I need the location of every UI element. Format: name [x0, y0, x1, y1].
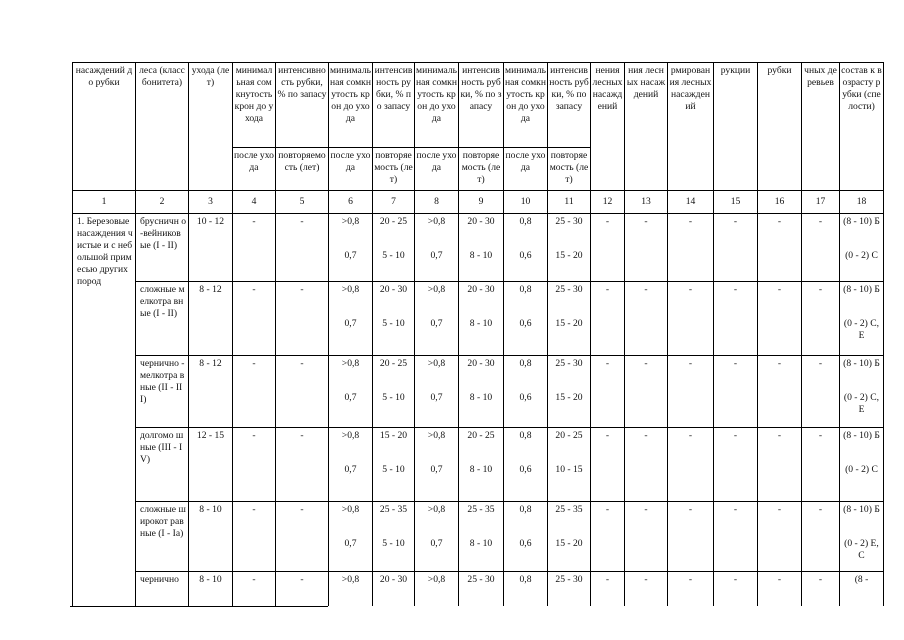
value-cell: - [276, 214, 329, 282]
value-secondary: 0,6 [519, 318, 532, 329]
intensity-cell [548, 428, 591, 502]
value-cell: - [714, 428, 758, 502]
value-cell: - [802, 502, 840, 572]
intensity-cell [459, 428, 504, 502]
value-primary: 20 - 30 [379, 574, 408, 585]
subheader-cell: после ухода [329, 148, 373, 191]
value-cell: - [668, 282, 714, 356]
value-secondary: 10 - 15 [555, 464, 583, 475]
density-cell [415, 572, 459, 611]
value-cell: - [625, 428, 668, 502]
value-cell: - [233, 356, 276, 428]
value-cell: - [802, 282, 840, 356]
value-cell: - [714, 356, 758, 428]
value-secondary: 0,6 [519, 464, 532, 475]
value-primary: 20 - 25 [555, 430, 583, 441]
value-cell: - [625, 282, 668, 356]
intensity-cell [459, 356, 504, 428]
value-cell: - [625, 572, 668, 611]
composition-cell [840, 282, 884, 356]
value-cell: - [276, 428, 329, 502]
composition-cell [840, 356, 884, 428]
header-cell: насаждений до рубки [73, 63, 136, 191]
value-primary: 20 - 30 [467, 216, 495, 227]
value-primary: 0,8 [519, 574, 532, 585]
header-cell: ухода (лет) [189, 63, 233, 191]
care-period-cell: 8 - 12 [189, 282, 233, 356]
value-secondary: 0,7 [344, 538, 357, 549]
value-secondary: (0 - 2) С, Е [843, 318, 880, 341]
value-cell: - [802, 428, 840, 502]
forest-care-table [72, 62, 884, 611]
value-cell: - [668, 428, 714, 502]
density-cell [504, 282, 548, 356]
value-cell: - [625, 502, 668, 572]
value-cell: - [276, 356, 329, 428]
header-cell: ния лесных насаждений [625, 63, 668, 191]
value-cell: - [668, 214, 714, 282]
value-secondary: 0,7 [430, 464, 443, 475]
value-secondary: 5 - 10 [382, 318, 405, 329]
header-cell: минимальная сомкнутость крон до ухода [329, 63, 373, 148]
value-primary: 0,8 [519, 504, 532, 515]
value-cell: - [758, 282, 802, 356]
table-row [73, 214, 884, 282]
value-secondary: 15 - 20 [555, 538, 583, 549]
density-cell [504, 502, 548, 572]
value-cell: - [714, 502, 758, 572]
column-number-cell: 1 [73, 191, 136, 214]
value-primary: 25 - 35 [555, 504, 583, 515]
intensity-cell [548, 502, 591, 572]
value-primary: >0,8 [341, 358, 360, 369]
value-secondary: 5 - 10 [382, 392, 405, 403]
header-cell: рмирования лесных насаждений [668, 63, 714, 191]
density-cell [415, 356, 459, 428]
subheader-cell: после ухода [504, 148, 548, 191]
value-cell: - [625, 214, 668, 282]
intensity-cell [548, 214, 591, 282]
intensity-cell [548, 282, 591, 356]
forest-type-cell: чернично [136, 572, 189, 611]
page-cutoff [0, 606, 904, 640]
value-cell: - [758, 428, 802, 502]
value-primary: (8 - 10) Б [843, 216, 880, 227]
value-cell: - [591, 502, 625, 572]
intensity-cell [373, 502, 415, 572]
density-cell [504, 572, 548, 611]
density-cell [415, 214, 459, 282]
composition-cell [840, 214, 884, 282]
value-cell: - [758, 214, 802, 282]
table-row [73, 572, 884, 611]
value-secondary: 0,6 [519, 538, 532, 549]
subheader-cell: повторяемость (лет) [373, 148, 415, 191]
density-cell [329, 214, 373, 282]
value-primary: >0,8 [427, 504, 446, 515]
value-cell: - [233, 428, 276, 502]
intensity-cell [373, 282, 415, 356]
value-cell: - [668, 572, 714, 611]
value-secondary: 0,6 [519, 250, 532, 261]
table-row [73, 428, 884, 502]
cutoff-border [70, 606, 328, 607]
value-primary: >0,8 [341, 504, 360, 515]
intensity-cell [373, 356, 415, 428]
composition-cell [840, 428, 884, 502]
value-primary: 15 - 20 [379, 430, 408, 441]
value-secondary: 15 - 20 [555, 392, 583, 403]
value-primary: 0,8 [519, 216, 532, 227]
care-period-cell: 8 - 10 [189, 572, 233, 611]
column-number-cell: 9 [459, 191, 504, 214]
density-cell [504, 214, 548, 282]
column-number-cell: 13 [625, 191, 668, 214]
value-cell: - [276, 282, 329, 356]
value-secondary: 5 - 10 [382, 250, 405, 261]
intensity-cell [459, 282, 504, 356]
value-secondary: 0,6 [519, 392, 532, 403]
value-primary: 20 - 25 [379, 216, 408, 227]
column-number-cell: 18 [840, 191, 884, 214]
value-primary: >0,8 [427, 574, 446, 585]
value-primary: 25 - 30 [467, 574, 495, 585]
header-cell: минимальная сомкнутость крон до ухода [415, 63, 459, 148]
value-cell: - [668, 502, 714, 572]
value-secondary: 8 - 10 [469, 318, 493, 329]
value-cell: - [591, 356, 625, 428]
value-cell: - [802, 214, 840, 282]
header-cell: леса (класс бонитета) [136, 63, 189, 191]
value-primary: (8 - 10) Б [843, 358, 880, 369]
column-number-cell: 4 [233, 191, 276, 214]
column-number-cell: 10 [504, 191, 548, 214]
value-primary: >0,8 [341, 430, 360, 441]
header-cell: интенсивность рубки, % по запасу [373, 63, 415, 148]
care-period-cell: 10 - 12 [189, 214, 233, 282]
value-primary: >0,8 [341, 574, 360, 585]
value-secondary: 0,7 [344, 392, 357, 403]
value-secondary: 8 - 10 [469, 538, 493, 549]
value-cell: - [591, 428, 625, 502]
intensity-cell [459, 214, 504, 282]
header-cell: чных деревьев [802, 63, 840, 191]
value-secondary: 0,7 [344, 318, 357, 329]
column-number-cell: 12 [591, 191, 625, 214]
value-cell: - [591, 572, 625, 611]
value-secondary: 8 - 10 [469, 464, 493, 475]
value-cell: - [714, 214, 758, 282]
care-period-cell: 8 - 10 [189, 502, 233, 572]
value-secondary: 0,7 [430, 318, 443, 329]
value-primary: 25 - 30 [555, 216, 583, 227]
header-cell: нения лесных насаждений [591, 63, 625, 191]
density-cell [329, 282, 373, 356]
value-cell: - [802, 356, 840, 428]
header-cell: рубки [758, 63, 802, 191]
value-cell: - [233, 572, 276, 611]
value-secondary: 15 - 20 [555, 250, 583, 261]
value-primary: >0,8 [427, 358, 446, 369]
value-primary: >0,8 [341, 216, 360, 227]
value-primary: 0,8 [519, 284, 532, 295]
column-number-cell: 11 [548, 191, 591, 214]
value-secondary: (0 - 2) Е, С [844, 538, 879, 561]
density-cell [504, 356, 548, 428]
subheader-cell: повторяемость (лет) [276, 148, 329, 191]
care-period-cell: 8 - 12 [189, 356, 233, 428]
value-primary: 25 - 35 [467, 504, 495, 515]
value-secondary: (0 - 2) С [845, 464, 878, 475]
value-primary: (8 - 10) Б [843, 430, 880, 441]
composition-cell [840, 572, 884, 611]
header-cell: состав к возрасту рубки (спелости) [840, 63, 884, 191]
intensity-cell [548, 356, 591, 428]
value-secondary: 5 - 10 [382, 464, 405, 475]
forest-type-cell: сложные мелкотра вные (I - II) [136, 282, 189, 356]
value-primary: 20 - 30 [467, 284, 495, 295]
value-primary: (8 - [854, 574, 869, 585]
header-cell: интенсивность рубки, % по запасу [276, 63, 329, 148]
subheader-cell: после ухода [415, 148, 459, 191]
density-cell [504, 428, 548, 502]
density-cell [329, 572, 373, 611]
value-secondary: 5 - 10 [382, 538, 405, 549]
density-cell [329, 502, 373, 572]
value-secondary: (0 - 2) С [845, 250, 878, 261]
value-cell: - [714, 282, 758, 356]
value-cell: - [591, 282, 625, 356]
value-primary: 20 - 25 [467, 430, 495, 441]
value-secondary: 8 - 10 [469, 392, 493, 403]
density-cell [329, 356, 373, 428]
value-cell: - [276, 502, 329, 572]
column-number-cell: 15 [714, 191, 758, 214]
table-row [73, 282, 884, 356]
value-cell: - [758, 572, 802, 611]
density-cell [415, 282, 459, 356]
value-cell: - [758, 356, 802, 428]
header-cell: интенсивность рубки, % по запасу [548, 63, 591, 148]
intensity-cell [373, 572, 415, 611]
forest-type-cell: брусничн о-вейников ые (I - II) [136, 214, 189, 282]
value-cell: - [714, 572, 758, 611]
value-secondary: 0,7 [430, 392, 443, 403]
column-number-cell: 14 [668, 191, 714, 214]
value-primary: (8 - 10) Б [843, 504, 880, 515]
column-number-cell: 8 [415, 191, 459, 214]
header-cell: минимальная сомкнутость крон до ухода [233, 63, 276, 148]
density-cell [415, 502, 459, 572]
value-cell: - [591, 214, 625, 282]
value-secondary: (0 - 2) С, Е [843, 392, 880, 415]
column-number-cell: 5 [276, 191, 329, 214]
value-cell: - [668, 356, 714, 428]
value-primary: 25 - 30 [555, 358, 583, 369]
value-secondary: 0,7 [344, 464, 357, 475]
value-primary: >0,8 [427, 430, 446, 441]
value-primary: 20 - 30 [379, 284, 408, 295]
header-row [73, 63, 884, 148]
intensity-cell [459, 502, 504, 572]
value-cell: - [233, 502, 276, 572]
density-cell [415, 428, 459, 502]
value-secondary: 0,7 [430, 250, 443, 261]
value-primary: 25 - 30 [555, 284, 583, 295]
density-cell [329, 428, 373, 502]
forest-type-cell: чернично - мелкотра вные (II - III) [136, 356, 189, 428]
subheader-cell: повторяемость (лет) [459, 148, 504, 191]
value-primary: >0,8 [341, 284, 360, 295]
subheader-cell: повторяемость (лет) [548, 148, 591, 191]
intensity-cell [459, 572, 504, 611]
group-label-cell: 1. Березовые насаждения чистые и с небольшой примесью других пород [73, 214, 136, 611]
intensity-cell [373, 428, 415, 502]
value-primary: 0,8 [519, 430, 532, 441]
value-primary: (8 - 10) Б [843, 284, 880, 295]
composition-cell [840, 502, 884, 572]
value-cell: - [758, 502, 802, 572]
table-row [73, 502, 884, 572]
value-secondary: 0,7 [430, 538, 443, 549]
column-number-cell: 3 [189, 191, 233, 214]
column-number-cell: 16 [758, 191, 802, 214]
value-cell: - [625, 356, 668, 428]
subheader-cell: после ухода [233, 148, 276, 191]
header-cell: рукции [714, 63, 758, 191]
forest-type-cell: долгомо шные (III - IV) [136, 428, 189, 502]
value-primary: 0,8 [519, 358, 532, 369]
value-primary: 25 - 35 [379, 504, 408, 515]
intensity-cell [373, 214, 415, 282]
table-row [73, 356, 884, 428]
value-secondary: 0,7 [344, 250, 357, 261]
header-cell: минимальная сомкнутость крон до ухода [504, 63, 548, 148]
forest-type-cell: сложные широкот равные (I - Ia) [136, 502, 189, 572]
value-secondary: 15 - 20 [555, 318, 583, 329]
value-primary: >0,8 [427, 216, 446, 227]
value-secondary: 8 - 10 [469, 250, 493, 261]
value-primary: 20 - 25 [379, 358, 408, 369]
column-number-cell: 2 [136, 191, 189, 214]
value-cell: - [233, 214, 276, 282]
intensity-cell [548, 572, 591, 611]
header-cell: интенсивность рубки, % по запасу [459, 63, 504, 148]
column-number-cell: 6 [329, 191, 373, 214]
value-primary: >0,8 [427, 284, 446, 295]
column-number-cell: 17 [802, 191, 840, 214]
value-primary: 20 - 30 [467, 358, 495, 369]
value-cell: - [233, 282, 276, 356]
value-cell: - [802, 572, 840, 611]
column-number-cell: 7 [373, 191, 415, 214]
value-primary: 25 - 30 [555, 574, 583, 585]
column-number-row [73, 191, 884, 214]
care-period-cell: 12 - 15 [189, 428, 233, 502]
value-cell: - [276, 572, 329, 611]
